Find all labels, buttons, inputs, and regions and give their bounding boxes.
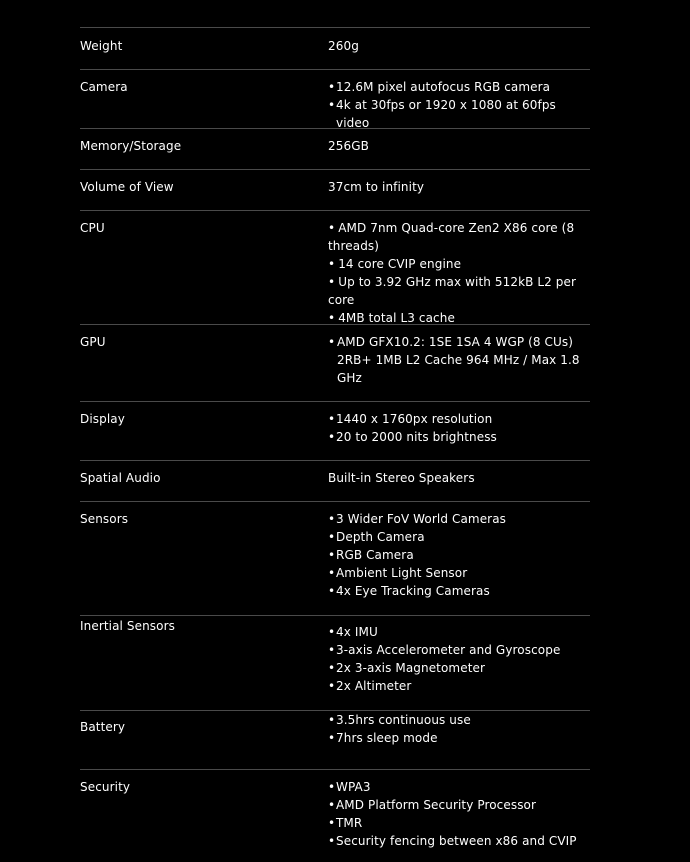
spec-bullet: • WPA3 bbox=[328, 778, 590, 796]
spec-row-spatial-audio bbox=[80, 461, 590, 502]
spec-bullet: • 7hrs sleep mode bbox=[328, 729, 590, 747]
spec-row-memory bbox=[80, 129, 590, 170]
spec-label: Security bbox=[80, 780, 131, 794]
spec-bullet: • 20 to 2000 nits brightness bbox=[328, 428, 590, 446]
spec-bullet: • 2x Altimeter bbox=[328, 677, 590, 695]
spec-bullet: • 4x Eye Tracking Cameras bbox=[328, 582, 590, 600]
spec-table bbox=[80, 27, 590, 862]
spec-bullet: • 3-axis Accelerometer and Gyroscope bbox=[328, 641, 590, 659]
spec-bullet: • 4MB total L3 cache bbox=[328, 309, 590, 327]
spec-value-list bbox=[328, 410, 590, 446]
spec-bullet: • Depth Camera bbox=[328, 528, 590, 546]
spec-value: 256GB bbox=[328, 139, 369, 153]
spec-value-list bbox=[328, 333, 590, 387]
spec-bullet: • 1440 x 1760px resolution bbox=[328, 410, 590, 428]
spec-row-cpu bbox=[80, 211, 590, 325]
spec-bullet: • Ambient Light Sensor bbox=[328, 564, 590, 582]
spec-value-list bbox=[328, 711, 590, 747]
spec-value-list bbox=[328, 778, 590, 850]
spec-bullet: • 14 core CVIP engine bbox=[328, 255, 590, 273]
spec-row-security bbox=[80, 770, 590, 862]
spec-row-weight bbox=[80, 28, 590, 70]
spec-row-sensors bbox=[80, 502, 590, 616]
spec-value-list bbox=[328, 510, 590, 600]
spec-bullet: • AMD Platform Security Processor bbox=[328, 796, 590, 814]
spec-value-list bbox=[328, 219, 590, 327]
spec-row-inertial-sensors bbox=[80, 616, 590, 711]
spec-row-volume-of-view bbox=[80, 170, 590, 211]
spec-label: Volume of View bbox=[80, 180, 174, 194]
spec-bullet: • 2x 3-axis Magnetometer bbox=[328, 659, 590, 677]
spec-label: Sensors bbox=[80, 512, 129, 526]
spec-value: Built-in Stereo Speakers bbox=[328, 471, 475, 485]
spec-row-gpu bbox=[80, 325, 590, 402]
spec-row-battery bbox=[80, 711, 590, 770]
spec-value-list bbox=[328, 78, 590, 132]
spec-label: Battery bbox=[80, 720, 126, 734]
spec-value: 37cm to infinity bbox=[328, 180, 425, 194]
spec-bullet: • Security fencing between x86 and CVIP bbox=[328, 832, 590, 850]
spec-bullet: • 4k at 30fps or 1920 x 1080 at 60fps video bbox=[328, 96, 590, 132]
spec-value: 260g bbox=[328, 39, 359, 53]
spec-bullet: • AMD GFX10.2: 1SE 1SA 4 WGP (8 CUs) 2RB+ 1MB L2 Cache 964 MHz / Max 1.8 GHz bbox=[328, 333, 590, 387]
spec-row-camera bbox=[80, 70, 590, 129]
spec-bullet: • 3 Wider FoV World Cameras bbox=[328, 510, 590, 528]
spec-label: Memory/Storage bbox=[80, 139, 182, 153]
spec-label: Display bbox=[80, 412, 125, 426]
spec-row-display bbox=[80, 402, 590, 461]
spec-bullet: • RGB Camera bbox=[328, 546, 590, 564]
spec-label: Weight bbox=[80, 39, 123, 53]
spec-label: GPU bbox=[80, 335, 106, 349]
spec-label: Spatial Audio bbox=[80, 471, 161, 485]
spec-label: Camera bbox=[80, 80, 128, 94]
spec-bullet: • 3.5hrs continuous use bbox=[328, 711, 590, 729]
spec-bullet: • TMR bbox=[328, 814, 590, 832]
spec-bullet: • 12.6M pixel autofocus RGB camera bbox=[328, 78, 590, 96]
spec-label: Inertial Sensors bbox=[80, 619, 175, 633]
spec-bullet: • AMD 7nm Quad-core Zen2 X86 core (8 threads) bbox=[328, 219, 590, 255]
spec-value-list bbox=[328, 623, 590, 695]
spec-label: CPU bbox=[80, 221, 105, 235]
spec-bullet: • 4x IMU bbox=[328, 623, 590, 641]
spec-bullet: • Up to 3.92 GHz max with 512kB L2 per core bbox=[328, 273, 590, 309]
